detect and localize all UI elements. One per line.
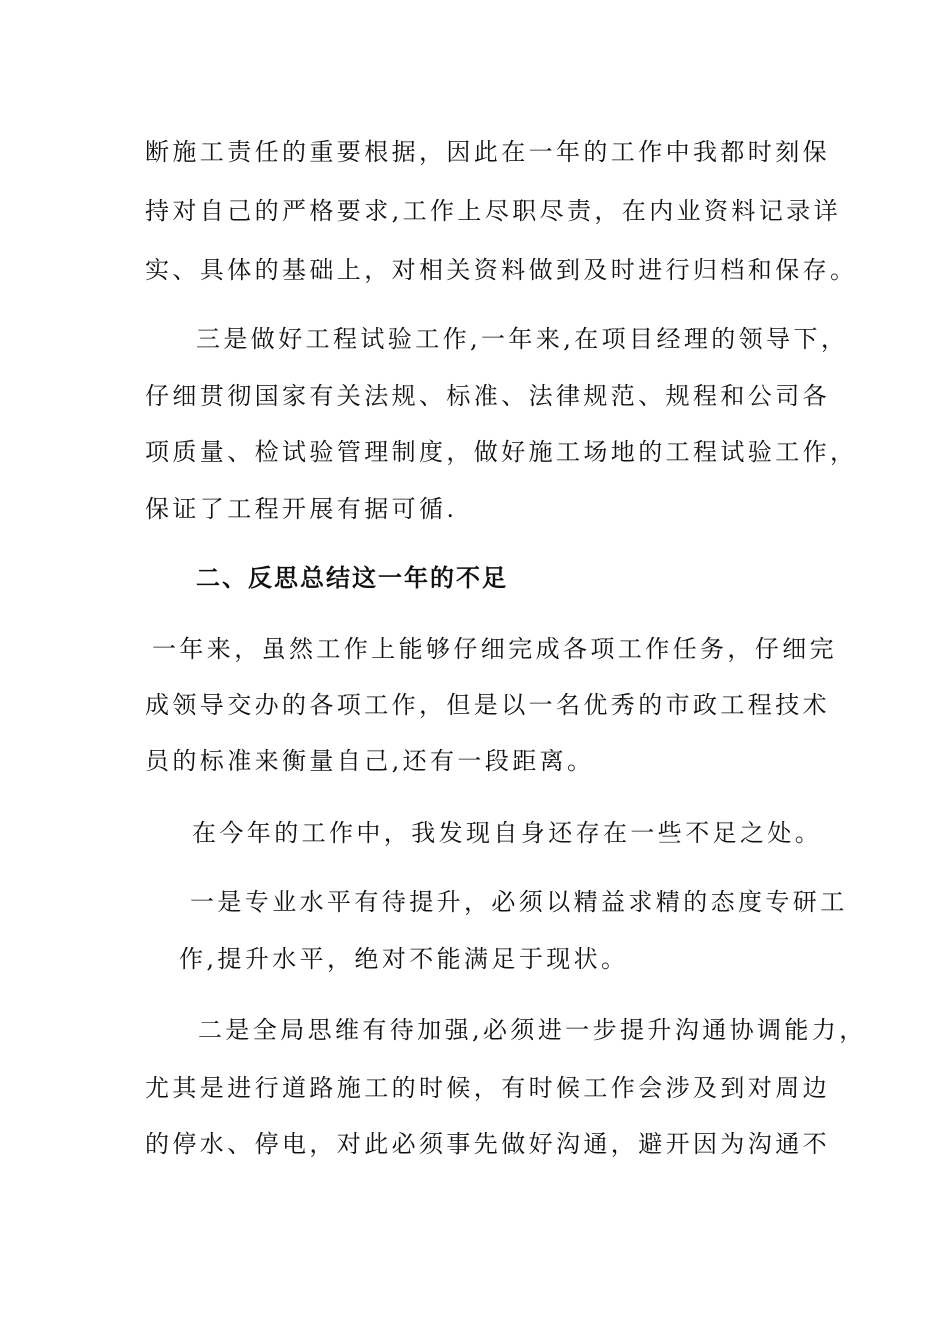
paragraph-line: 尤其是进行道路施工的时候，有时候工作会涉及到对周边: [145, 1074, 830, 1102]
paragraph-line: 保证了工程开展有据可循.: [145, 495, 458, 523]
paragraph-line: 的停水、停电，对此必须事先做好沟通，避开因为沟通不: [145, 1130, 830, 1158]
paragraph-line: 一年来，虽然工作上能够仔细完成各项工作任务，仔细完: [152, 635, 837, 663]
paragraph-line: 实、具体的基础上，对相关资料做到及时进行归档和保存。: [145, 256, 858, 284]
paragraph-line: 员的标准来衡量自己,还有一段距离。: [145, 747, 595, 775]
paragraph-line: 三是做好工程试验工作,一年来,在项目经理的领导下，: [196, 325, 849, 353]
section-heading: 二、反思总结这一年的不足: [196, 564, 508, 592]
paragraph-line: 项质量、检试验管理制度，做好施工场地的工程试验工作，: [145, 438, 858, 466]
paragraph-line: 一是专业水平有待提升，必须以精益求精的态度专研工: [190, 888, 848, 916]
paragraph-line: 作,提升水平，绝对不能满足于现状。: [179, 945, 629, 973]
paragraph-line: 二是全局思维有待加强,必须进一步提升沟通协调能力，: [198, 1016, 867, 1044]
paragraph-line: 断施工责任的重要根据，因此在一年的工作中我都时刻保: [145, 138, 830, 166]
paragraph-line: 在今年的工作中，我发现自身还存在一些不足之处。: [192, 819, 823, 847]
paragraph-line: 持对自己的严格要求,工作上尽职尽责，在内业资料记录详: [145, 197, 842, 225]
paragraph-line: 成领导交办的各项工作，但是以一名优秀的市政工程技术: [145, 691, 830, 719]
paragraph-line: 仔细贯彻国家有关法规、标准、法律规范、规程和公司各: [145, 382, 830, 410]
